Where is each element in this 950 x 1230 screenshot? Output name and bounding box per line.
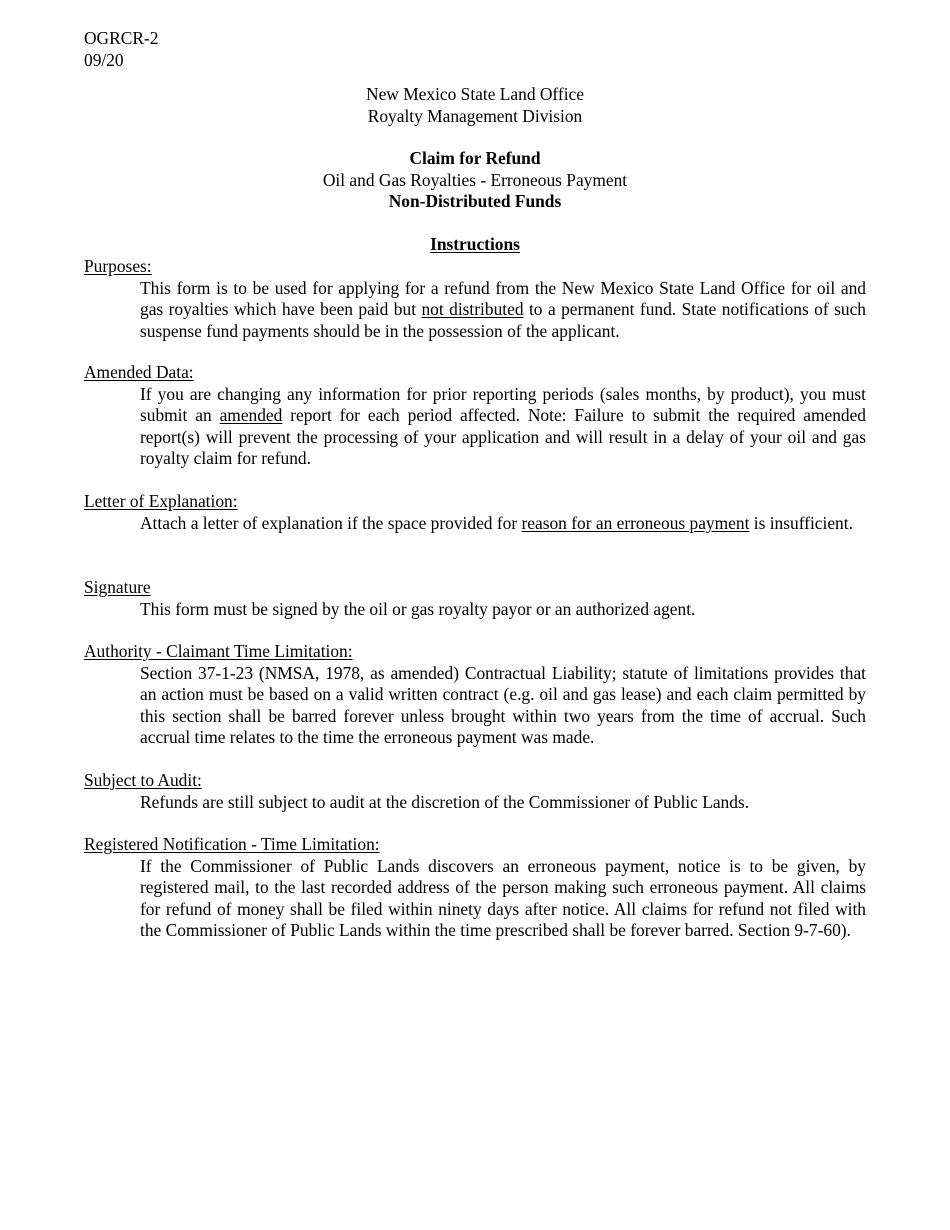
form-title: Claim for Refund	[409, 148, 541, 168]
section-subject-to-audit	[84, 770, 866, 813]
purposes-text-b: to a permanent fund. State notifications of such suspense fund payments should be in the possession of the applicant.	[140, 299, 866, 341]
purposes-emphasis: not distributed	[421, 299, 524, 319]
form-code: OGRCR-2	[84, 28, 159, 48]
purposes-text-a: This form is to be used for applying for a refund from the New Mexico State Land Office for oil and gas royalties which have been paid but	[140, 277, 866, 319]
section-purposes	[84, 256, 866, 342]
form-subtitle: Oil and Gas Royalties - Erroneous Payment	[322, 169, 628, 190]
agency-block	[0, 84, 950, 127]
section-heading-purposes: Purposes:	[84, 256, 152, 276]
section-heading-registered: Registered Notification - Time Limitation:	[84, 834, 380, 854]
section-body-audit: Refunds are still subject to audit at the discretion of the Commissioner of Public Lands.	[140, 791, 750, 812]
section-signature	[84, 577, 866, 620]
agency-office: New Mexico State Land Office	[366, 84, 584, 104]
section-body-signature: This form must be signed by the oil or gas royalty payor or an authorized agent.	[140, 598, 696, 619]
form-revision: 09/20	[84, 49, 124, 70]
amended-text-b: report for each period affected. Note: Failure to submit the required amended report(s) will prevent the processing of your application and will result in a delay of your oil and gas royalty claim for refund.	[140, 405, 866, 468]
form-identifier	[84, 28, 158, 71]
section-registered-notification	[84, 834, 866, 942]
letter-text-b: is insufficient.	[749, 512, 853, 533]
section-letter-of-explanation	[84, 491, 866, 534]
title-block	[0, 148, 950, 213]
instructions-heading: Instructions	[430, 234, 520, 254]
section-body-purposes	[140, 278, 866, 343]
section-heading-signature: Signature	[84, 577, 151, 597]
amended-emphasis: amended	[219, 405, 283, 425]
agency-division: Royalty Management Division	[367, 105, 583, 126]
letter-text-a: Attach a letter of explanation if the space provided for	[140, 512, 522, 533]
letter-emphasis: reason for an erroneous payment	[521, 512, 750, 533]
section-authority	[84, 641, 866, 749]
section-heading-amended-data: Amended Data:	[84, 362, 194, 382]
form-subtitle-funds: Non-Distributed Funds	[388, 191, 562, 211]
section-amended-data	[84, 362, 866, 470]
amended-text-a: If you are changing any information for prior reporting periods (sales months, by product), you must submit an	[140, 383, 866, 425]
section-heading-letter: Letter of Explanation:	[84, 491, 238, 511]
section-body-amended-data	[140, 384, 866, 470]
section-body-authority: Section 37-1-23 (NMSA, 1978, as amended) Contractual Liability; statute of limitations provides that an action must be based on a valid written contract (e.g. oil and gas lease) and each claim permitted by this section shall be barred forever unless brought within two years from the time of accrual. Such accrual time relates to the time the erroneous payment was made.	[140, 662, 866, 747]
section-heading-audit: Subject to Audit:	[84, 770, 202, 790]
section-body-registered: If the Commissioner of Public Lands discovers an erroneous payment, notice is to be given, by registered mail, to the last recorded address of the person making such erroneous payment. All claims for refund of money shall be filed within ninety days after notice. All claims for refund not filed with the Commissioner of Public Lands within the time prescribed shall be forever barred. Section 9-7-60).	[140, 855, 866, 940]
section-body-letter	[140, 513, 866, 535]
section-heading-authority: Authority - Claimant Time Limitation:	[84, 641, 353, 661]
